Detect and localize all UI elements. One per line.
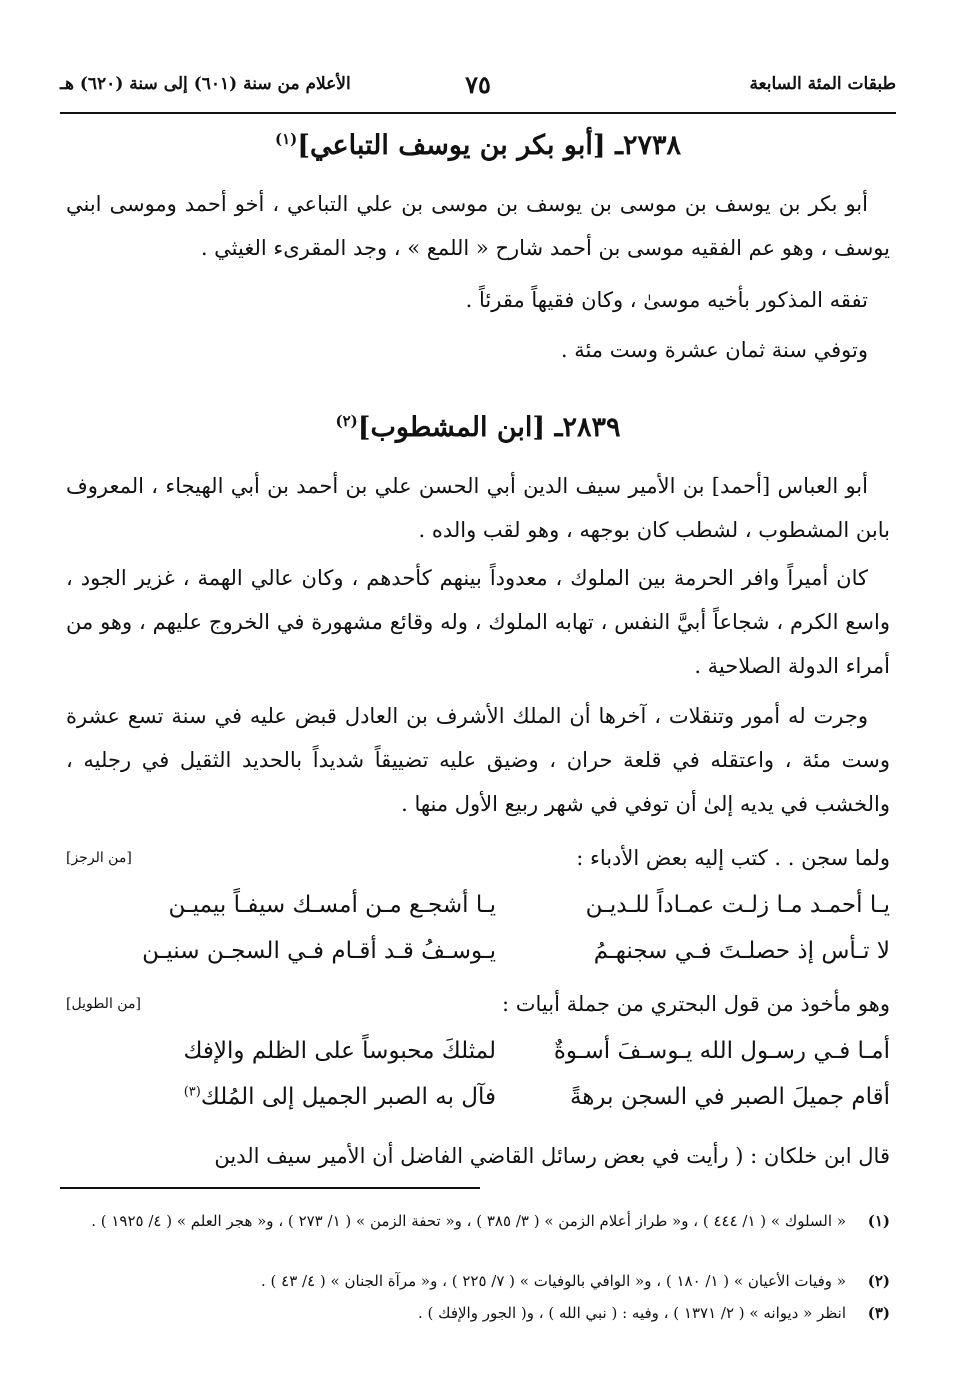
hemistich-second <box>96 1084 496 1110</box>
entry2-paragraph-3: وجرت له أمور وتنقلات ، آخرها أن الملك الأشرف بن العادل قبض عليه في سنة تسع عشرة وست مئة ، واعتقله في قلعة حران ، وضيق عليه تضييقاً شديداً بالحديد الثقيل في رجليه ، والخشب في يديه إلىٰ أن توفي في شهر ربيع الأول منها . <box>66 704 890 816</box>
running-head-period: الأعلام من سنة (٦٠١) إلى سنة (٦٢٠) هـ <box>60 74 351 94</box>
poem-intro-text: وهو مأخوذ من قول البحتري من جملة أبيات : <box>502 992 890 1016</box>
entry-heading-2839 <box>60 412 896 443</box>
entry1-paragraph-1: أبو بكر بن يوسف بن موسى بن يوسف بن موسى بن علي التباعي ، أخو أحمد وموسى ابني يوسف ، وهو عم الفقيه موسى بن أحمد شارح « اللمع » ، وجد المقرىء الغيثي . <box>66 192 890 260</box>
footnote-number: (٢) <box>867 1272 890 1290</box>
meter-label: [من الرجز] <box>66 850 132 866</box>
page-number: ٧٥ <box>465 70 491 99</box>
footnote-ref: (١) <box>274 130 298 148</box>
hemistich-second: يـوسـفُ قـد أقـام فـي السجـن سنيـن <box>142 938 496 964</box>
footnote-ref: (٢) <box>335 412 358 430</box>
footnote-rule <box>60 1187 480 1189</box>
footnote-text: « السلوك » ( ١/ ٤٤٤ ) ، و« طراز أعلام الزمن » ( ٣/ ٣٨٥ ) ، و« تحفة الزمن » ( ١/ ٢٧٣ ) ، و« هجر العلم » ( ٤/ ١٩٢٥ ) . <box>91 1212 846 1230</box>
footnote-number: (١) <box>867 1212 890 1230</box>
hemistich-second: يـا أشجـع مـن أمسـك سيفـاً بيميـن <box>168 892 496 918</box>
entry-heading-text: ٢٧٣٨ـ [أبو بكر بن يوسف التباعي] <box>297 130 681 161</box>
meter-label: [من الطويل] <box>66 996 141 1012</box>
hemistich-first: أقام جميلَ الصبر في السجن برهةً <box>569 1084 890 1110</box>
footnote-1 <box>66 1208 890 1234</box>
footnote-ref: (٣) <box>183 1084 201 1100</box>
entry-heading-text: ٢٨٣٩ـ [ابن المشطوب] <box>357 412 621 443</box>
poem2-verse-1 <box>66 1038 890 1084</box>
hemistich-first: أمـا فـي رسـول الله يـوسـفَ أسـوةٌ <box>553 1038 890 1064</box>
running-head-section-title: طبقات المئة السابعة <box>749 74 896 94</box>
entry2-paragraph-2: كان أميراً وافر الحرمة بين الملوك ، معدوداً بينهم كأحدهم ، وكان عالي الهمة ، غزير الجود ، واسع الكرم ، شجاعاً أبيَّ النفس ، تهابه الملوك ، وله وقائع مشهورة في الخروج عليهم ، وهو من أمراء الدولة الصلاحية . <box>66 566 890 678</box>
entry2-paragraph-1: أبو العباس [أحمد] بن الأمير سيف الدين أبي الحسن علي بن أحمد بن أبي الهيجاء ، المعروف بابن المشطوب ، لشطب كان بوجهه ، وهو لقب والده . <box>66 474 890 542</box>
entry1-paragraph-2: تفقه المذكور بأخيه موسىٰ ، وكان فقيهاً مقرئاً . <box>465 288 868 312</box>
running-head <box>60 70 896 110</box>
header-rule <box>60 112 896 114</box>
poem1-verse-1 <box>66 892 890 938</box>
poem1-verse-2 <box>66 938 890 984</box>
footnote-number: (٣) <box>867 1304 890 1322</box>
footnote-text: انظر « ديوانه » ( ٢/ ١٣٧١ ) ، وفيه : ( نبي الله ) ، و( الجور والإفك ) . <box>418 1304 846 1322</box>
poem2-verse-2 <box>66 1084 890 1130</box>
footnote-text: « وفيات الأعيان » ( ١/ ١٨٠ ) ، و« الوافي بالوفيات » ( ٧/ ٢٢٥ ) ، و« مرآة الجنان » ( ٤/ ٤٣ ) . <box>260 1272 846 1290</box>
hemistich-first: لا تـأس إذ حصلـتَ فـي سجنهـمُ <box>593 938 890 964</box>
entry1-paragraph-3: وتوفي سنة ثمان عشرة وست مئة . <box>560 338 868 362</box>
hemistich-text: فآل به الصبر الجميل إلى المُلك <box>200 1084 496 1110</box>
entry-heading-2738 <box>60 130 896 161</box>
poem-intro-1 <box>66 846 890 886</box>
poem-intro-text: ولما سجن . . كتب إليه بعض الأدباء : <box>576 846 890 870</box>
hemistich-second: لمثلكَ محبوساً على الظلم والإفك <box>183 1038 496 1064</box>
poem-intro-2 <box>66 992 890 1032</box>
footnote-2 <box>66 1268 890 1294</box>
footnote-3 <box>66 1300 890 1326</box>
entry2-closing-line: قال ابن خلكان : ( رأيت في بعض رسائل القاضي الفاضل أن الأمير سيف الدين <box>214 1144 890 1168</box>
hemistich-first: يـا أحمـد مـا زلـت عمـاداً للـديـن <box>585 892 890 918</box>
